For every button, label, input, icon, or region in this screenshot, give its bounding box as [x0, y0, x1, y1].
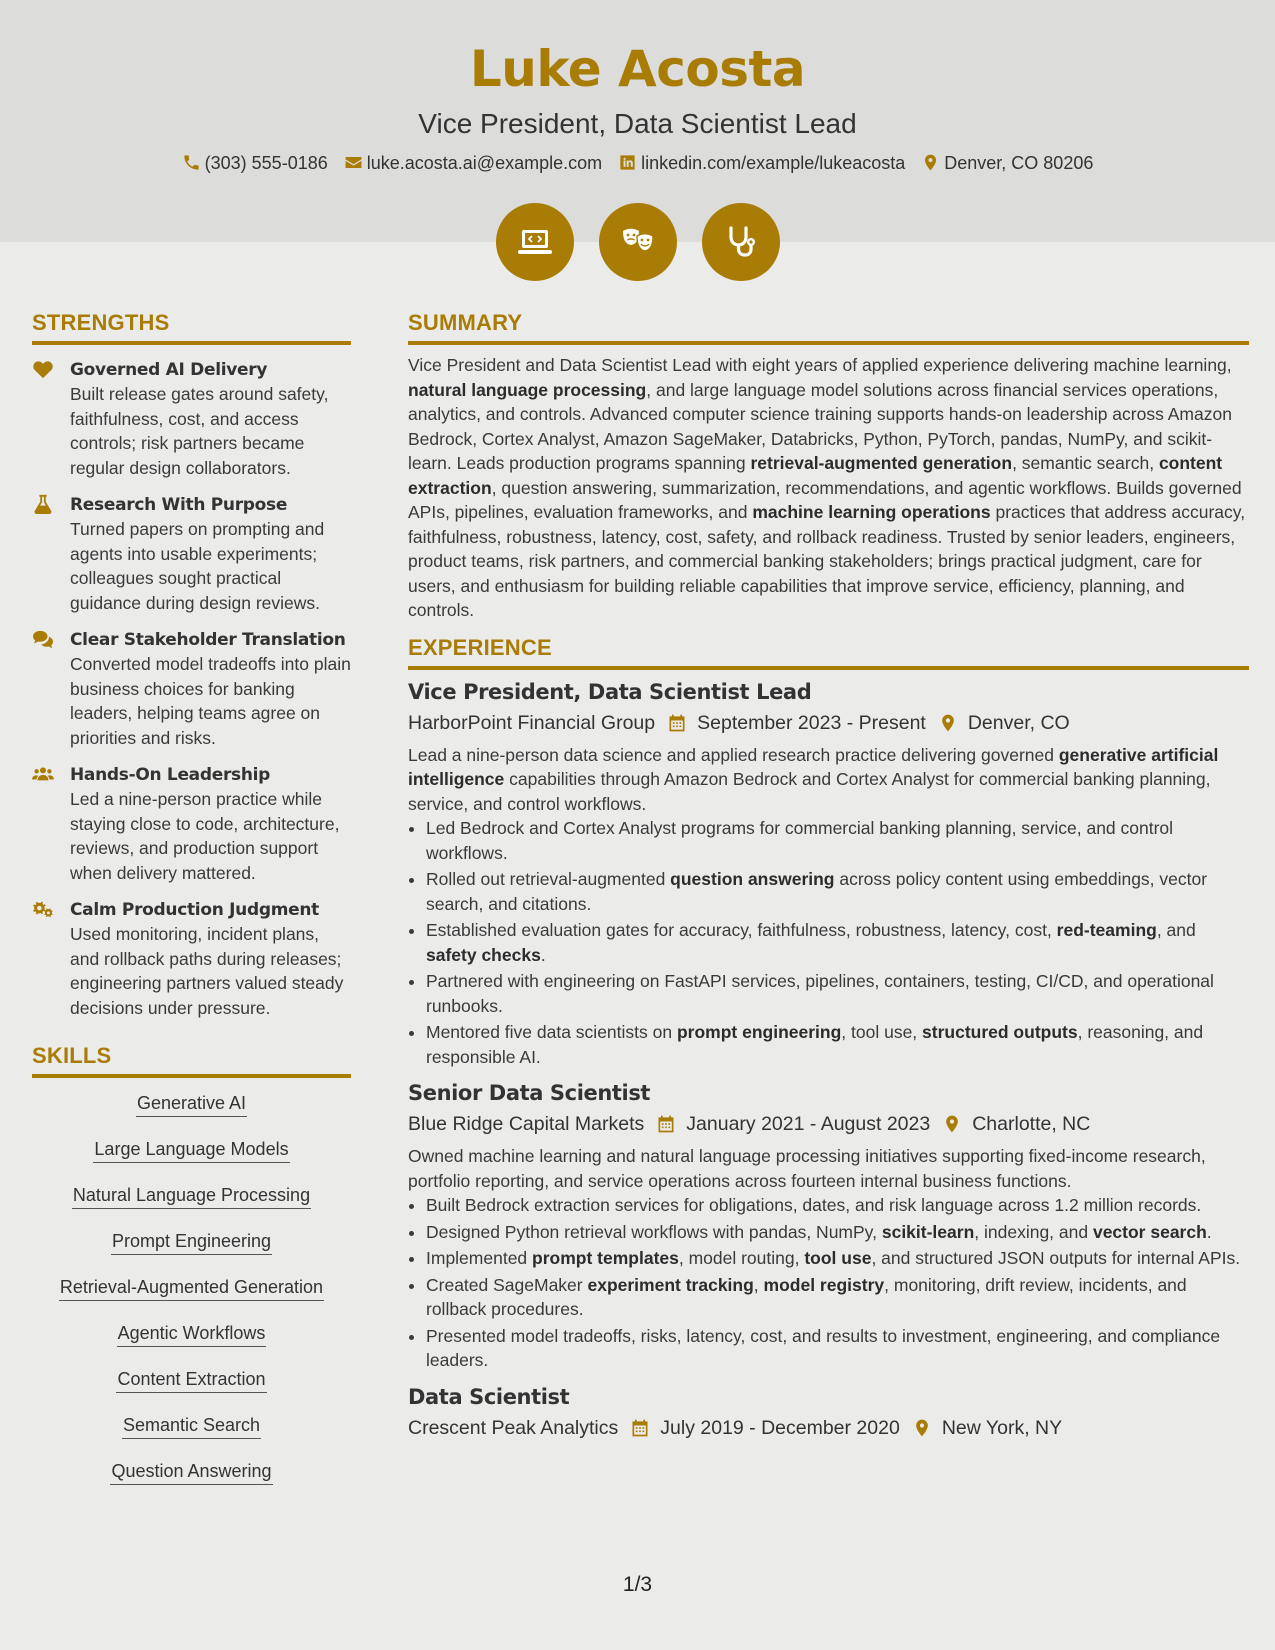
strength-item: [32, 628, 351, 750]
strength-title: Research With Purpose: [70, 495, 288, 515]
contact-location: [921, 153, 1093, 172]
location-pin-icon: [938, 713, 958, 733]
heart-icon: [32, 359, 54, 379]
location-pin-icon: [921, 153, 940, 172]
strength-description: Converted model tradeoffs into plain business choices for banking leaders, helping teams agree on priorities and risks.: [70, 654, 351, 748]
job-bullets: [408, 1193, 1249, 1373]
bullet-item: • Mentored five data scientists on prompt engineering, tool use, structured outputs, reasoning, and responsible AI.: [426, 1020, 1249, 1069]
summary-heading: SUMMARY: [408, 312, 1249, 345]
job-location: Denver, CO: [967, 711, 1070, 734]
candidate-name: Luke Acosta: [469, 40, 806, 98]
job-dates: January 2021 - August 2023: [686, 1113, 931, 1135]
job-bullets: [408, 816, 1249, 1069]
contact-email[interactable]: [344, 153, 602, 172]
phone-icon: [182, 153, 201, 172]
job-title: Vice President, Data Scientist Lead: [408, 679, 812, 704]
flask-icon: [32, 494, 54, 514]
job-location: New York, NY: [941, 1416, 1063, 1439]
strength-item: [32, 763, 351, 885]
envelope-icon: [344, 153, 363, 172]
bullet-item: • Rolled out retrieval-augmented question answering across policy content using embeddings, vector search, and citations.: [426, 867, 1249, 916]
location-pin-icon: [942, 1114, 962, 1134]
skill-item: Question Answering: [110, 1459, 272, 1485]
location-text: Denver, CO 80206: [944, 152, 1094, 173]
email-text[interactable]: luke.acosta.ai@example.com: [366, 152, 603, 173]
skill-item: Prompt Engineering: [111, 1229, 272, 1255]
theater-masks-badge: [599, 203, 677, 281]
calendar-icon: [667, 713, 687, 733]
theater-masks-icon: [618, 222, 658, 262]
stethoscope-badge: [702, 203, 780, 281]
strength-item: [32, 358, 351, 480]
skill-item: Content Extraction: [116, 1367, 266, 1393]
strength-description: Turned papers on prompting and agents into usable experiments; colleagues sought practical guidance during design reviews.: [70, 519, 325, 613]
users-icon: [32, 764, 54, 784]
job-intro: Lead a nine-person data science and applied research practice delivering governed generative artificial intelligence capabilities through Amazon Bedrock and Cortex Analyst for commercial banking planning, service, and control workflows.: [408, 744, 1219, 814]
job-entry: [408, 1384, 1249, 1441]
job-company: Crescent Peak Analytics: [408, 1416, 619, 1439]
bullet-item: • Created SageMaker experiment tracking, model registry, monitoring, drift review, incidents, and rollback procedures.: [426, 1273, 1249, 1322]
skill-item: Semantic Search: [122, 1413, 261, 1439]
job-intro: Owned machine learning and natural language processing initiatives supporting fixed-income research, portfolio reporting, and service operations across fourteen internal business functions.: [408, 1146, 1206, 1191]
bullet-item: • Led Bedrock and Cortex Analyst programs for commercial banking planning, service, and control workflows.: [426, 816, 1249, 865]
skills-heading: SKILLS: [32, 1045, 351, 1078]
job-company: HarborPoint Financial Group: [408, 711, 656, 734]
skills-list: [32, 1091, 351, 1505]
strengths-heading: STRENGTHS: [32, 312, 351, 345]
right-column: [408, 312, 1249, 1441]
left-column: [32, 312, 351, 1505]
skill-item: Natural Language Processing: [72, 1183, 311, 1209]
job-company: Blue Ridge Capital Markets: [408, 1113, 645, 1135]
strength-title: Hands-On Leadership: [70, 765, 271, 785]
comments-icon: [32, 629, 54, 649]
job-meta: [408, 1111, 1249, 1137]
job-location: Charlotte, NC: [972, 1113, 1091, 1135]
strength-description: Led a nine-person practice while staying close to code, architecture, reviews, and production support when delivery mattered.: [70, 789, 340, 883]
bullet-item: • Presented model tradeoffs, risks, latency, cost, and results to investment, engineering, and compliance leaders.: [426, 1324, 1249, 1373]
skill-item: Large Language Models: [93, 1137, 289, 1163]
job-dates: September 2023 - Present: [697, 711, 926, 734]
bullet-item: • Built Bedrock extraction services for obligations, dates, and risk language across 1.2 million records.: [426, 1193, 1249, 1218]
strength-description: Built release gates around safety, faithfulness, cost, and access controls; risk partners became regular design collaborators.: [70, 384, 329, 478]
skill-item: Generative AI: [136, 1091, 247, 1117]
skill-item: Agentic Workflows: [117, 1321, 267, 1347]
contact-row: [0, 153, 1275, 172]
strength-title: Clear Stakeholder Translation: [70, 630, 346, 650]
laptop-code-icon: [515, 222, 555, 262]
candidate-headline: Vice President, Data Scientist Lead: [418, 108, 857, 139]
contact-linkedin[interactable]: [618, 153, 905, 172]
linkedin-text[interactable]: linkedin.com/example/lukeacosta: [641, 152, 906, 173]
stethoscope-icon: [721, 222, 761, 262]
strength-item: [32, 898, 351, 1020]
calendar-icon: [630, 1418, 650, 1438]
linkedin-icon: [618, 153, 637, 172]
skill-item: Retrieval-Augmented Generation: [59, 1275, 324, 1301]
job-meta: [408, 710, 1249, 736]
bullet-item: • Established evaluation gates for accuracy, faithfulness, robustness, latency, cost, red-teaming, and safety checks.: [426, 918, 1249, 967]
job-entry: [408, 679, 1249, 1070]
summary-text: Vice President and Data Scientist Lead with eight years of applied experience delivering machine learning, natural language processing, and large language model solutions across financial services operations, analytics, and controls. Advanced computer science training supports hands-on leadership across Amazon Bedrock, Cortex Analyst, Amazon SageMaker, Databricks, Python, PyTorch, pandas, NumPy, and scikit-learn. Leads production programs spanning retrieval-augmented generation, semantic search, content extraction, question answering, summarization, recommendations, and agentic workflows. Builds governed APIs, pipelines, evaluation frameworks, and machine learning operations practices that address accuracy, faithfulness, robustness, latency, cost, safety, and rollback readiness. Trusted by senior leaders, engineers, product teams, risk partners, and commercial banking stakeholders; brings practical judgment, care for users, and enthusiasm for building reliable capabilities that improve service, efficiency, planning, and controls.: [408, 355, 1246, 620]
job-dates: July 2019 - December 2020: [660, 1416, 900, 1439]
location-pin-icon: [912, 1418, 932, 1438]
strength-description: Used monitoring, incident plans, and rollback paths during releases; engineering partners valued steady decisions under pressure.: [70, 924, 344, 1018]
job-title: Data Scientist: [408, 1384, 570, 1409]
contact-phone: [182, 153, 328, 172]
experience-heading: EXPERIENCE: [408, 637, 1249, 670]
job-entry: [408, 1080, 1249, 1373]
page-number: 1/3: [622, 1573, 653, 1596]
strength-item: [32, 493, 351, 615]
gears-icon: [32, 899, 54, 919]
job-meta: [408, 1415, 1249, 1441]
phone-text: (303) 555-0186: [204, 152, 328, 173]
strength-title: Calm Production Judgment: [70, 900, 319, 920]
laptop-code-badge: [496, 203, 574, 281]
bullet-item: • Partnered with engineering on FastAPI services, pipelines, containers, testing, CI/CD, and operational runbooks.: [426, 969, 1249, 1018]
calendar-icon: [656, 1114, 676, 1134]
strength-title: Governed AI Delivery: [70, 360, 268, 380]
interest-badges: [0, 203, 1275, 281]
bullet-item: • Designed Python retrieval workflows with pandas, NumPy, scikit-learn, indexing, and vector search.: [426, 1220, 1249, 1245]
job-title: Senior Data Scientist: [408, 1081, 651, 1105]
bullet-item: • Implemented prompt templates, model routing, tool use, and structured JSON outputs for internal APIs.: [426, 1246, 1249, 1271]
